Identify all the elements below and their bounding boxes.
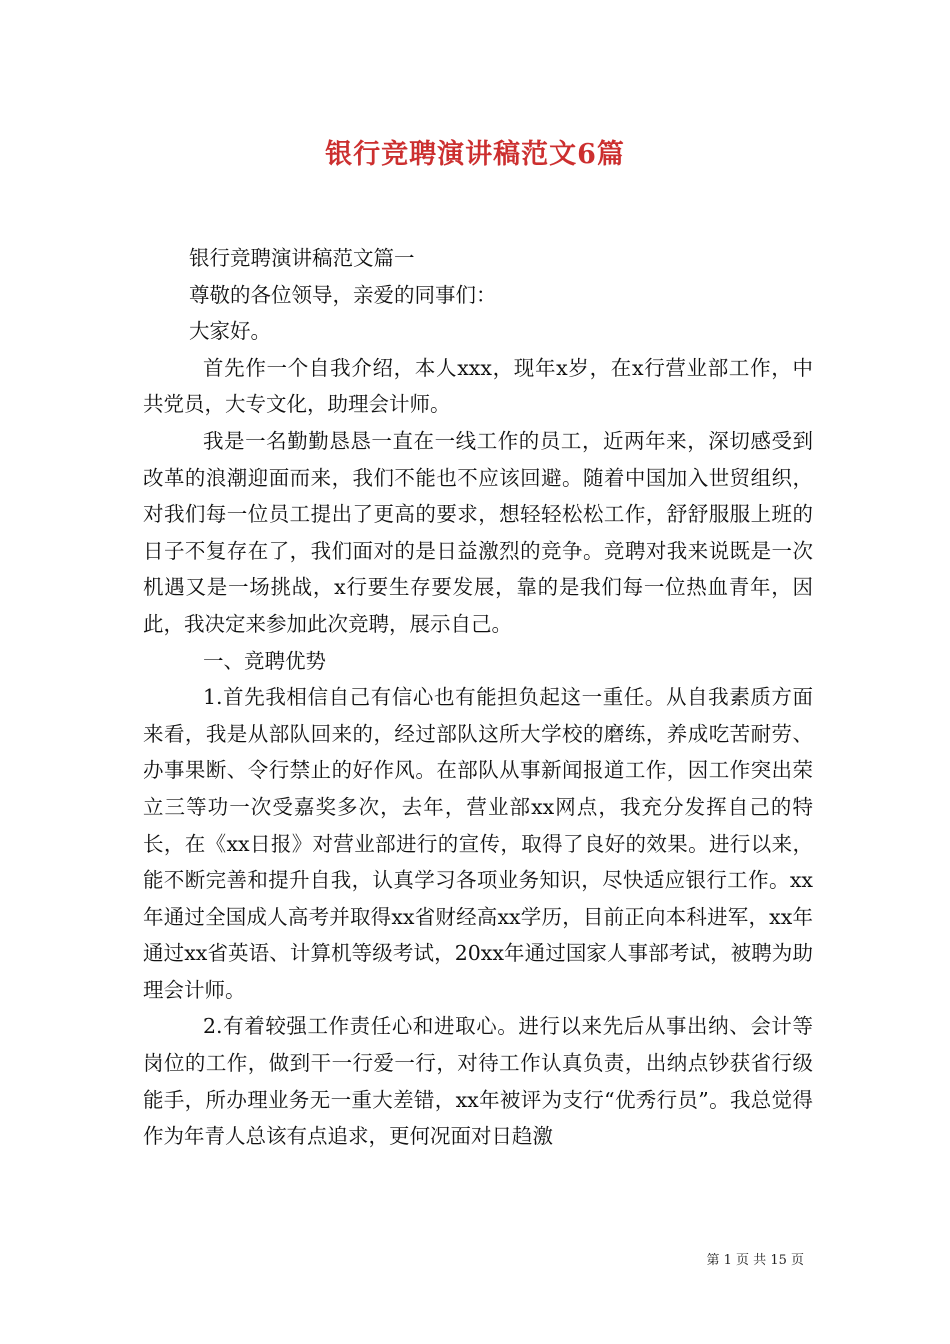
subheading-advantages: 一、竞聘优势 xyxy=(203,648,326,673)
document-title: 银行竞聘演讲稿范文6篇 xyxy=(325,139,625,170)
salutation: 尊敬的各位领导，亲爱的同事们： xyxy=(189,282,497,307)
greeting: 大家好。 xyxy=(189,319,271,344)
section-heading: 银行竞聘演讲稿范文篇一 xyxy=(189,246,415,270)
document-body xyxy=(143,240,813,1155)
point-1: 1.首先我相信自己有信心也有能担负起这一重任。从自我素质方面来看，我是从部队回来的，经过部队这所大学校的磨练，养成吃苦耐劳、办事果断、令行禁止的好作风。在部队从事新闻报道工作，因工作突出荣立三等功一次受嘉奖多次，去年，营业部xx网点，我充分发挥自己的特长，在《xx日报》对营业部进行的宣传，取得了良好的效果。进行以来，能不断完善和提升自我，认真学习各项业务知识，尽快适应银行工作。xx年通过全国成人高考并取得xx省财经高xx学历，目前正向本科进军，xx年通过xx省英语、计算机等级考试，20xx年通过国家人事部考试，被聘为助理会计师。 xyxy=(143,685,813,1002)
paragraph-intro: 首先作一个自我介绍，本人xxx，现年x岁，在x行营业部工作，中共党员，大专文化，助理会计师。 xyxy=(143,355,813,417)
page-indicator: 第 1 页 共 15 页 xyxy=(706,1253,804,1268)
point-2: 2.有着较强工作责任心和进取心。进行以来先后从事出纳、会计等岗位的工作，做到干一行爱一行，对待工作认真负责，出纳点钞获省行级能手，所办理业务无一重大差错，xx年被评为支行“优秀行员”。我总觉得作为年青人总该有点追求，更何况面对日趋激 xyxy=(143,1014,813,1149)
paragraph-motivation: 我是一名勤勤恳恳一直在一线工作的员工，近两年来，深切感受到改革的浪潮迎面而来，我们不能也不应该回避。随着中国加入世贸组织，对我们每一位员工提出了更高的要求，想轻轻松松工作，舒舒服服上班的日子不复存在了，我们面对的是日益激烈的竞争。竞聘对我来说既是一次机遇又是一场挑战，x行要生存要发展，靠的是我们每一位热血青年，因此，我决定来参加此次竞聘，展示自己。 xyxy=(143,428,813,636)
